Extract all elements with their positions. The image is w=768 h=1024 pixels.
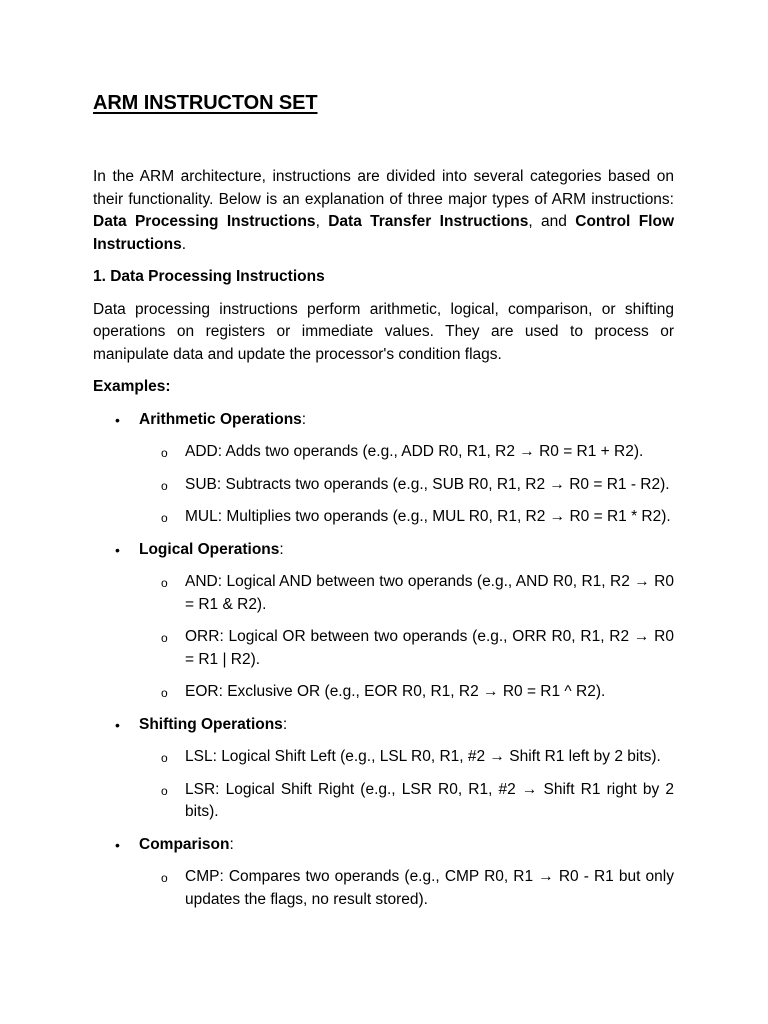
category-colon: :: [301, 410, 307, 428]
list-item-text: LSL: Logical Shift Left (e.g., LSL R0, R1, #2 → Shift R1 left by 2 bits).: [185, 748, 661, 765]
intro-separator: , and: [528, 213, 576, 230]
sub-bullet-icon: o: [161, 478, 168, 493]
list-item-text: ADD: Adds two operands (e.g., ADD R0, R1, R2 → R0 = R1 + R2).: [185, 443, 644, 460]
category-label: Comparison: [139, 835, 230, 853]
sub-bullet-icon: o: [161, 511, 168, 525]
list-item-text: EOR: Exclusive OR (e.g., EOR R0, R1, R2 → R0 = R1 ^ R2).: [185, 683, 606, 700]
section-description: Data processing instructions perform arithmetic, logical, comparison, or shifting operations on registers or immediate values. They are used to process or manipulate data and update the processor's condition flags.: [93, 300, 674, 363]
sub-bullet-icon: o: [161, 576, 168, 590]
category-logical: [93, 539, 674, 704]
intro-end: .: [181, 235, 187, 253]
list-item: [93, 681, 674, 704]
category-list: [93, 409, 674, 912]
list-item-text: SUB: Subtracts two operands (e.g., SUB R0, R1, R2 → R0 = R1 - R2).: [185, 475, 670, 493]
bullet-icon: •: [115, 411, 120, 428]
category-label: Logical Operations: [139, 540, 280, 558]
category-label: Arithmetic Operations: [139, 410, 302, 428]
section-heading: 1. Data Processing Instructions: [93, 268, 325, 285]
category-label: Shifting Operations: [139, 715, 283, 733]
category-colon: :: [229, 835, 234, 853]
intro-term-data-transfer: Data Transfer Instructions: [328, 213, 529, 230]
page-title: ARM INSTRUCTON SET: [93, 92, 318, 114]
bullet-icon: •: [115, 716, 120, 733]
intro-paragraph: [93, 166, 674, 256]
list-item-text: AND: Logical AND between two operands (e.g., AND R0, R1, R2 → R0 = R1 & R2).: [185, 573, 674, 613]
category-comparison: [93, 834, 674, 912]
sub-list: [93, 441, 674, 529]
category-shifting: [93, 714, 674, 824]
list-item: [93, 441, 674, 464]
sub-list: [93, 746, 674, 824]
list-item-text: LSR: Logical Shift Right (e.g., LSR R0, R1, #2 → Shift R1 right by 2 bits).: [185, 780, 674, 820]
category-arithmetic: [93, 409, 674, 529]
list-item-text: MUL: Multiplies two operands (e.g., MUL R0, R1, R2 → R0 = R1 * R2).: [185, 508, 671, 525]
sub-bullet-icon: o: [161, 686, 168, 700]
sub-bullet-icon: o: [161, 631, 168, 645]
examples-label: Examples:: [93, 378, 171, 395]
list-item: [93, 779, 674, 824]
bullet-icon: •: [115, 541, 120, 558]
sub-bullet-icon: o: [161, 871, 168, 885]
list-item: [93, 571, 674, 616]
category-colon: :: [279, 540, 284, 558]
intro-term-data-processing: Data Processing Instructions: [93, 213, 316, 230]
list-item-text: CMP: Compares two operands (e.g., CMP R0, R1 → R0 - R1 but only updates the flags, no result stored).: [185, 868, 674, 908]
intro-term-control-flow: Control Flow Instructions: [93, 213, 675, 253]
document-page: [93, 88, 674, 911]
list-item: [93, 746, 674, 769]
category-colon: :: [282, 715, 288, 733]
sub-bullet-icon: o: [161, 446, 168, 460]
intro-separator: ,: [315, 213, 329, 230]
sub-bullet-icon: o: [161, 783, 168, 798]
sub-list: [93, 866, 674, 911]
sub-list: [93, 571, 674, 704]
list-item: [93, 626, 674, 671]
sub-bullet-icon: o: [161, 751, 168, 765]
list-item-text: ORR: Logical OR between two operands (e.g., ORR R0, R1, R2 → R0 = R1 | R2).: [185, 628, 674, 668]
list-item: [93, 866, 674, 911]
intro-text: In the ARM architecture, instructions are divided into several categories based on their functionality. Below is an explanation of three major types of ARM instructions:: [93, 168, 674, 208]
bullet-icon: •: [115, 836, 120, 853]
list-item: [93, 474, 674, 497]
list-item: [93, 506, 674, 529]
